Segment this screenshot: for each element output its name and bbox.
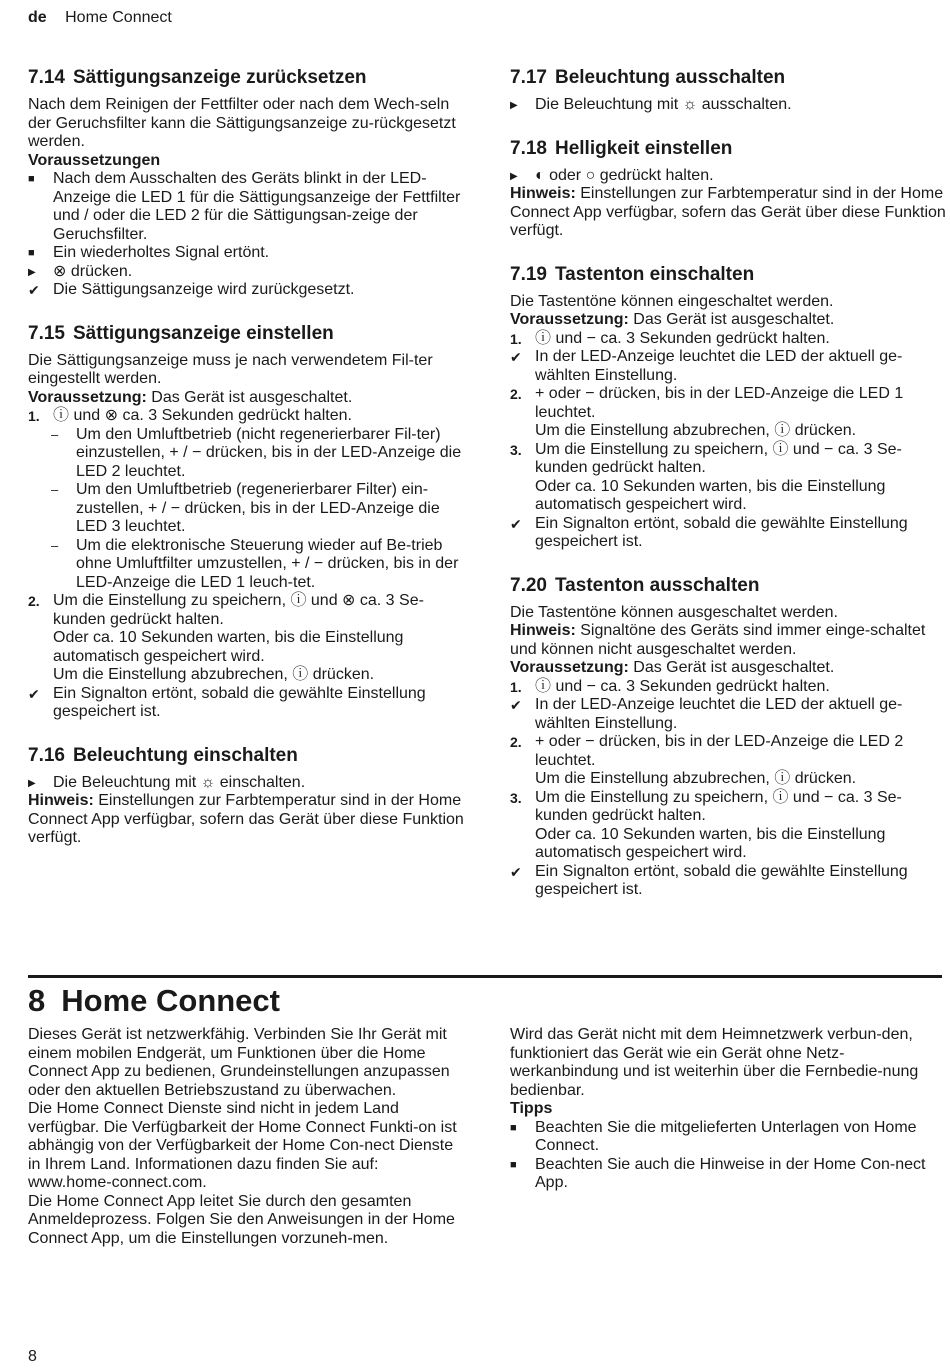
result-item <box>510 348 946 385</box>
note-text: Signaltöne des Geräts sind immer einge-schaltet und können nicht ausgeschaltet werden. <box>510 622 926 658</box>
note <box>510 185 946 241</box>
square-bullet-icon: ■ <box>510 1158 517 1171</box>
arrow-bullet-icon: ▶ <box>28 777 36 789</box>
section-number: 7.18 <box>510 137 547 159</box>
step-text: Die Beleuchtung mit ☼ ausschalten. <box>535 96 792 113</box>
action-step <box>510 167 946 186</box>
square-bullet-icon: ■ <box>510 1121 517 1134</box>
result-text: In der LED-Anzeige leuchtet die LED der aktuell ge-wählten Einstellung. <box>535 348 903 384</box>
section-number: 7.20 <box>510 574 547 596</box>
result-item <box>28 685 464 722</box>
requirements-label: Voraussetzungen <box>28 151 161 169</box>
requirement-label: Voraussetzung: <box>28 388 147 406</box>
section-7-14 <box>28 66 464 300</box>
note-label: Hinweis: <box>28 792 94 809</box>
section-7-16 <box>28 744 464 848</box>
result-text: Die Sättigungsanzeige wird zurückgesetzt. <box>53 281 355 298</box>
requirement <box>510 311 946 330</box>
requirement-label: Voraussetzung: <box>510 311 629 328</box>
list-item <box>28 170 464 244</box>
paragraph: Dieses Gerät ist netzwerkfähig. Verbinden Sie Ihr Gerät mit einem mobilen Endgerät, um Funktionen über die Home Connect App zu bedienen, Grundeinstellungen anzupassen oder den aktuellen Betriebszustand zu überwachen. <box>28 1026 450 1099</box>
chapter-heading <box>28 983 942 1019</box>
checkmark-icon: ✔ <box>510 863 522 880</box>
step-number: 2. <box>510 386 522 402</box>
checkmark-icon: ✔ <box>510 697 522 713</box>
step-text: ◐ oder ○ gedrückt halten. <box>535 166 714 184</box>
section-heading <box>28 744 464 768</box>
step-number: 1. <box>28 408 40 424</box>
step-text: Um die Einstellung zu speichern, ⓘ und − ca. 3 Se-kunden gedrückt halten. <box>535 440 902 476</box>
section-heading <box>510 574 946 598</box>
step-text: ⓘ und ⊗ ca. 3 Sekunden gedrückt halten. <box>53 407 352 424</box>
paragraph: Die Home Connect Dienste sind nicht in jedem Land verfügbar. Die Verfügbarkeit der Home Connect Funkti-on ist abhängig von der Verfügbarkeit der Home Con-nect Dienste in Ihrem Land. Informationen dazu finden Sie auf: www.home-connect.com. <box>28 1100 457 1191</box>
intro-text: Die Tastentöne können ausgeschaltet werden. <box>510 603 838 621</box>
section-heading <box>510 263 946 287</box>
list-item <box>510 1119 946 1156</box>
section-title: Tastenton ausschalten <box>554 574 760 596</box>
square-bullet-icon: ■ <box>28 173 35 185</box>
chapter-8-left-column <box>28 1026 464 1248</box>
result-item <box>510 515 946 552</box>
sub-step-text: Um den Umluftbetrieb (nicht regenerierbarer Fil-ter) einzustellen, + / − drücken, bis in der LED-Anzeige die LED 2 leuchtet. <box>76 425 462 480</box>
arrow-bullet-icon: ▶ <box>510 170 518 182</box>
section-title: Helligkeit einstellen <box>554 137 733 159</box>
note-label: Hinweis: <box>510 622 576 639</box>
language-code: de <box>28 9 47 26</box>
section-title: Sättigungsanzeige einstellen <box>72 322 334 344</box>
section-heading <box>28 322 464 346</box>
section-heading <box>510 66 946 90</box>
section-number: 7.17 <box>510 67 547 88</box>
result-text: In der LED-Anzeige leuchtet die LED der aktuell ge-wählten Einstellung. <box>535 696 903 732</box>
numbered-step <box>510 330 946 349</box>
step-number: 2. <box>28 593 40 609</box>
dash-bullet-icon: – <box>51 537 59 553</box>
action-step <box>28 774 464 793</box>
page-header <box>28 9 172 28</box>
requirement-text: Das Gerät ist ausgeschaltet. <box>628 659 835 676</box>
step-text: Die Beleuchtung mit ☼ einschalten. <box>53 773 306 791</box>
requirement-text: Das Gerät ist ausgeschaltet. <box>628 311 835 328</box>
list-item-text: Beachten Sie auch die Hinweise in der Home Con-nect App. <box>535 1155 926 1191</box>
tips-label: Tipps <box>510 1100 553 1117</box>
list-item-text: Nach dem Ausschalten des Geräts blinkt in der LED-Anzeige die LED 1 für die Sättigungsanzeige der Fettfilter und / oder die LED 2 für die Sättigungsan-zeige der Geruchsfilter. <box>53 170 461 243</box>
section-7-18 <box>510 137 946 241</box>
numbered-step <box>510 441 946 478</box>
list-item <box>510 1156 946 1193</box>
note <box>28 792 464 848</box>
result-item <box>28 281 464 300</box>
section-heading <box>28 66 464 90</box>
requirement <box>28 389 464 408</box>
action-step <box>510 96 946 115</box>
step-text: Um die Einstellung zu speichern, ⓘ und − ca. 3 Se-kunden gedrückt halten. <box>535 788 902 824</box>
result-text: Ein Signalton ertönt, sobald die gewählte Einstellung gespeichert ist. <box>535 514 908 550</box>
list-item-text: Beachten Sie die mitgelieferten Unterlagen von Home Connect. <box>535 1118 917 1154</box>
checkmark-icon: ✔ <box>510 515 522 532</box>
step-continuation: Um die Einstellung abzubrechen, ⓘ drücken. <box>535 422 857 439</box>
step-text: + oder − drücken, bis in der LED-Anzeige die LED 1 leuchtet. <box>535 385 904 421</box>
step-continuation: Oder ca. 10 Sekunden warten, bis die Einstellung automatisch gespeichert wird. <box>535 477 886 513</box>
step-text: ⓘ und − ca. 3 Sekunden gedrückt halten. <box>535 329 830 347</box>
list-item <box>28 244 464 263</box>
step-number: 1. <box>510 678 522 695</box>
note <box>510 622 946 659</box>
section-title: Sättigungsanzeige zurücksetzen <box>72 67 367 88</box>
intro-text: Nach dem Reinigen der Fettfilter oder nach dem Wech-seln der Geruchsfilter kann die Sättigungsanzeige zu-rückgesetzt werden. <box>28 96 456 150</box>
section-7-17 <box>510 66 946 115</box>
action-step <box>28 263 464 282</box>
list-item-text: Ein wiederholtes Signal ertönt. <box>53 244 270 261</box>
numbered-step <box>28 592 464 629</box>
requirement-text: Das Gerät ist ausgeschaltet. <box>146 388 353 406</box>
step-text: + oder − drücken, bis in der LED-Anzeige die LED 2 leuchtet. <box>535 733 904 769</box>
sub-step-text: Um die elektronische Steuerung wieder auf Be-trieb ohne Umluftfilter umzustellen, + / − drücken, bis in der LED-Anzeige die LED 1 leuch-tet. <box>76 536 459 591</box>
section-title: Beleuchtung einschalten <box>72 744 298 766</box>
note-text: Einstellungen zur Farbtemperatur sind in der Home Connect App verfügbar, sofern das Gerät über diese Funktion verfügt. <box>28 792 464 846</box>
step-number: 2. <box>510 734 522 750</box>
note-label: Hinweis: <box>510 185 576 202</box>
step-text: ⊗ drücken. <box>53 262 133 280</box>
chapter-number: 8 <box>28 983 46 1018</box>
dash-bullet-icon: – <box>51 426 59 442</box>
requirement-label: Voraussetzung: <box>510 659 629 676</box>
step-number: 3. <box>510 441 522 458</box>
chapter-8-heading-block <box>28 975 942 1019</box>
step-continuation: Oder ca. 10 Sekunden warten, bis die Einstellung automatisch gespeichert wird. <box>53 629 404 665</box>
intro-text: Die Tastentöne können eingeschaltet werden. <box>510 292 834 310</box>
chapter-title: Home Connect <box>61 983 280 1018</box>
step-continuation: Oder ca. 10 Sekunden warten, bis die Einstellung automatisch gespeichert wird. <box>535 825 886 861</box>
result-text: Ein Signalton ertönt, sobald die gewählte Einstellung gespeichert ist. <box>535 862 908 898</box>
result-item <box>510 696 946 733</box>
arrow-bullet-icon: ▶ <box>510 100 518 111</box>
paragraph: Wird das Gerät nicht mit dem Heimnetzwerk verbun-den, funktioniert das Gerät wie ein Gerät ohne Netz-werkanbindung und ist weiterhin über die Fernbedie-nung bedienbar. <box>510 1026 919 1099</box>
section-number: 7.19 <box>510 263 547 285</box>
section-7-15 <box>28 322 464 722</box>
note-text: Einstellungen zur Farbtemperatur sind in der Home Connect App verfügbar, sofern das Gerät über diese Funktion verfügt. <box>510 185 946 239</box>
section-7-19 <box>510 263 946 552</box>
sub-step <box>28 537 464 593</box>
right-column <box>510 66 946 918</box>
numbered-step <box>510 678 946 697</box>
sub-step-text: Um den Umluftbetrieb (regenerierbarer Filter) ein-zustellen, + / − drücken, bis in der LED-Anzeige die LED 3 leuchtet. <box>76 481 440 535</box>
arrow-bullet-icon: ▶ <box>28 266 36 278</box>
step-continuation: Um die Einstellung abzubrechen, ⓘ drücken. <box>53 666 375 683</box>
intro-text: Die Sättigungsanzeige muss je nach verwendetem Fil-ter eingestellt werden. <box>28 351 433 387</box>
step-text: ⓘ und − ca. 3 Sekunden gedrückt halten. <box>535 677 830 695</box>
step-continuation: Um die Einstellung abzubrechen, ⓘ drücken. <box>535 770 857 787</box>
numbered-step <box>510 385 946 422</box>
section-number: 7.15 <box>28 322 65 344</box>
chapter-8-right-column <box>510 1026 946 1193</box>
sub-step <box>28 426 464 482</box>
result-text: Ein Signalton ertönt, sobald die gewählte Einstellung gespeichert ist. <box>53 684 426 720</box>
left-column <box>28 66 464 866</box>
checkmark-icon: ✔ <box>28 685 40 702</box>
section-title: Beleuchtung ausschalten <box>554 67 786 88</box>
section-title: Tastenton einschalten <box>554 263 755 285</box>
section-number: 7.16 <box>28 744 65 766</box>
numbered-step <box>510 733 946 770</box>
sub-step <box>28 481 464 537</box>
section-number: 7.14 <box>28 67 65 88</box>
step-number: 3. <box>510 789 522 806</box>
dash-bullet-icon: – <box>51 482 59 497</box>
square-bullet-icon: ■ <box>28 247 35 259</box>
step-number: 1. <box>510 330 522 347</box>
step-text: Um die Einstellung zu speichern, ⓘ und ⊗ ca. 3 Se-kunden gedrückt halten. <box>53 592 424 628</box>
section-7-20 <box>510 574 946 900</box>
result-item <box>510 863 946 900</box>
section-heading <box>510 137 946 161</box>
checkmark-icon: ✔ <box>28 282 40 298</box>
page-number: 8 <box>28 1348 37 1365</box>
checkmark-icon: ✔ <box>510 349 522 365</box>
header-title: Home Connect <box>65 9 172 26</box>
requirement <box>510 659 946 678</box>
numbered-step <box>28 407 464 426</box>
paragraph: Die Home Connect App leitet Sie durch den gesamten Anmeldeprozess. Folgen Sie den Anweisungen in der Home Connect App, um die Einstellungen vorzuneh-men. <box>28 1192 455 1247</box>
numbered-step <box>510 789 946 826</box>
